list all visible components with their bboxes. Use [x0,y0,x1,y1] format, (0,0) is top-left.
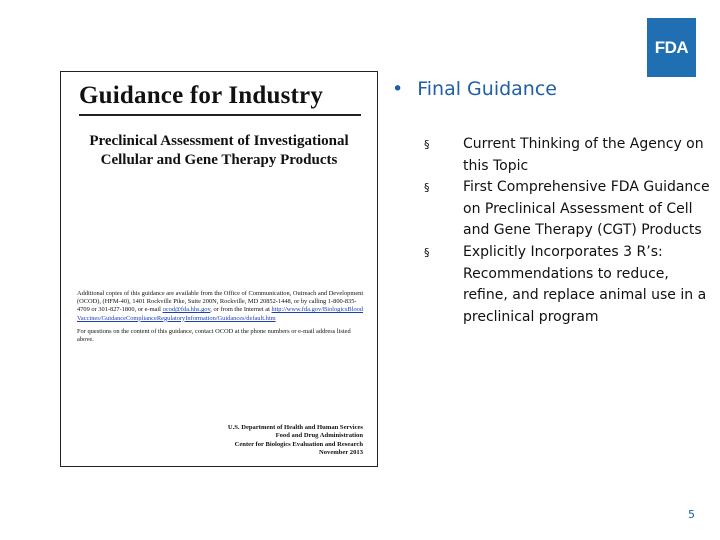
sub-bullet-item [424,242,714,328]
fda-logo: FDA [647,18,696,77]
guidance-document-cover [60,71,378,467]
issue-date: November 2013 [318,448,363,456]
document-contact-info [77,290,367,349]
sub-bullet-text: First Comprehensive FDA Guidance on Preclinical Assessment of Cell and Gene Therapy (CGT) Products [463,179,710,239]
questions-paragraph: For questions on the content of this guidance, contact OCOD at the phone numbers or e-mail address listed above. [77,327,351,344]
sub-bullet-marker: § [424,138,430,151]
sub-bullet-item [424,134,714,177]
contact-text-tail: , or from the Internet at [210,306,270,314]
contact-paragraph [77,290,367,323]
sub-bullet-list [424,134,714,328]
document-title: Guidance for Industry [79,82,324,109]
issuer-center: Center for Biologics Evaluation and Research [234,440,363,448]
sub-bullet-item [424,177,714,242]
issuer-department: U.S. Department of Health and Human Services [227,424,363,431]
contact-text: Additional copies of this guidance are available from the Office of Communication, Outreach and Development (OCOD), (HFM-40), 1401 Rockville Pike, Suite 200N, Rockville, MD 20852-1448, or by calling 1-800-835-4709 or 301-827-1800, or e-mail [77,290,364,314]
bullet-marker: • [392,78,404,100]
sub-bullet-marker: § [424,245,430,259]
title-divider [79,114,361,116]
main-bullet-text: Final Guidance [417,78,557,100]
guidance-url-link[interactable]: http://www.fda.gov/BiologicsBloodVaccines/GuidanceComplianceRegulatoryInformation/Guidances/default.htm [77,306,364,322]
document-subtitle: Preclinical Assessment of Investigational Cellular and Gene Therapy Products [89,133,349,168]
page-number: 5 [688,508,695,521]
document-issuer [123,424,363,457]
sub-bullet-text: Explicitly Incorporates 3 R’s: Recommendations to reduce, refine, and replace animal use in a preclinical program [463,243,707,325]
sub-bullet-text: Current Thinking of the Agency on this Topic [463,136,704,174]
issuer-agency: Food and Drug Administration [275,432,363,440]
main-bullet [392,78,557,100]
contact-email-link[interactable]: ocod@fda.hhs.gov [162,306,211,314]
sub-bullet-marker: § [424,181,430,195]
